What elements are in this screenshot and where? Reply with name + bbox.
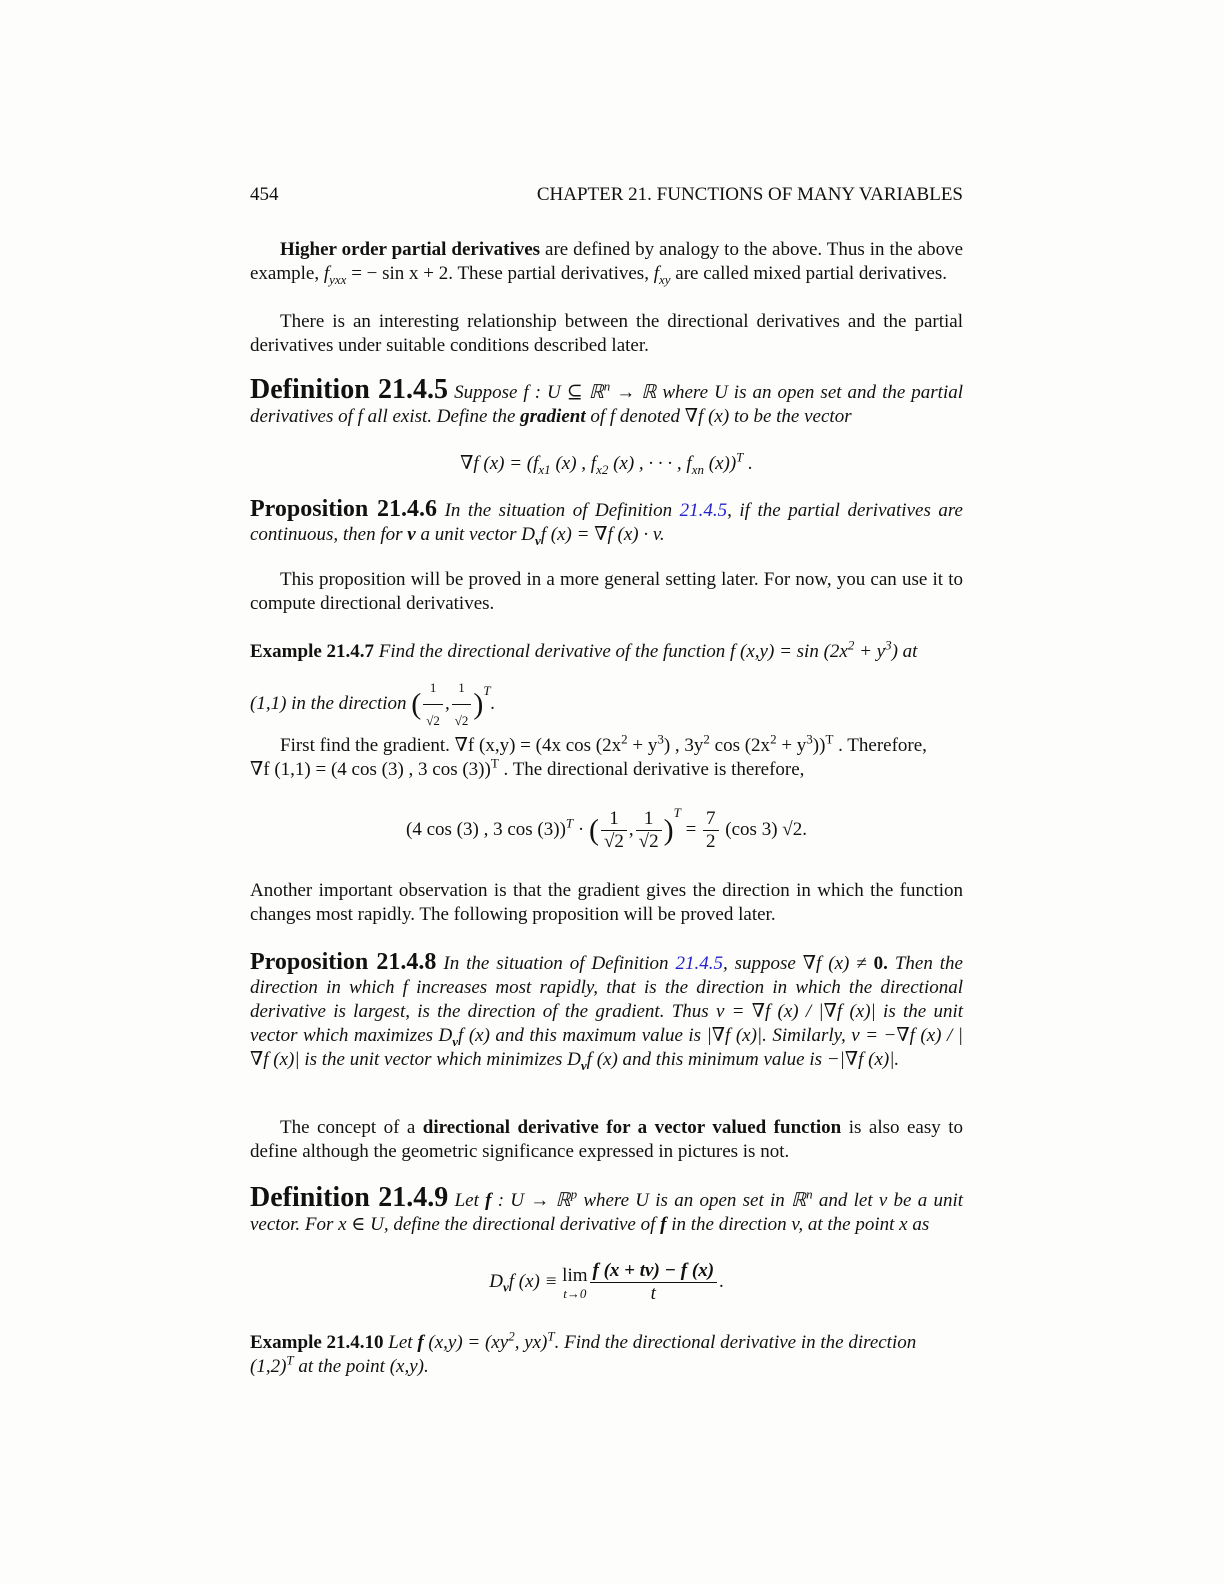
frac-num: 1	[423, 672, 443, 705]
text: and let v be a unit vector. For x ∈ U, define the directional derivative of	[250, 1190, 964, 1235]
math-f: f	[660, 1214, 667, 1235]
sup: n	[603, 378, 611, 394]
limit	[562, 1265, 587, 1301]
proposition-label: Proposition 21.4.8	[250, 949, 437, 975]
text: Let	[454, 1190, 486, 1211]
text: cos (2x	[709, 735, 771, 756]
text: f (x) = ∇f (x) · v.	[540, 524, 665, 545]
text: (x,y) = (xy	[423, 1332, 509, 1353]
paragraph-relationship: There is an interesting relationship between the directional derivatives and the partial derivatives under suitable conditions described later.	[250, 311, 963, 356]
frac-den: √2	[638, 831, 659, 852]
eq-part: (cos 3) √2.	[720, 818, 807, 840]
sup: 2	[847, 637, 855, 653]
text: + y	[776, 735, 807, 756]
sup: n	[806, 1186, 813, 1202]
text: . Therefore,	[833, 735, 927, 756]
text: ) , 3y	[663, 735, 704, 756]
lim-text: lim	[562, 1264, 588, 1286]
text: ) at	[891, 641, 918, 662]
math: f	[653, 263, 659, 284]
proposition-21-4-8	[250, 950, 963, 1072]
paragraph-vector-valued	[250, 1116, 963, 1164]
eq-part: .	[743, 453, 753, 474]
eq-part: ∇f (x) = (f	[460, 453, 539, 474]
definition-link[interactable]: 21.4.5	[675, 953, 723, 974]
eq-part: =	[680, 818, 702, 840]
text: of f denoted ∇f (x) to be the vector	[585, 406, 852, 427]
lim-sub: t→0	[563, 1285, 587, 1301]
text: . These partial derivatives,	[448, 263, 654, 284]
eq-part: D	[489, 1270, 503, 1292]
sup: 2	[703, 731, 710, 747]
definition-21-4-9	[250, 1182, 964, 1237]
sub: v	[580, 1057, 587, 1073]
eq-sub: x2	[596, 461, 609, 477]
text: , yx)	[514, 1332, 548, 1353]
frac-num: 1	[452, 672, 472, 705]
frac-num: f (x + tv) − f (x)	[590, 1260, 718, 1283]
chapter-title: CHAPTER 21. FUNCTIONS OF MANY VARIABLES	[536, 184, 963, 205]
math-sub: xy	[658, 271, 671, 287]
sub: v	[452, 1033, 459, 1049]
text: The concept of a	[280, 1117, 423, 1138]
bold-zero: 0.	[873, 953, 888, 974]
definition-21-4-5	[250, 374, 964, 429]
paragraph-higher-order	[250, 238, 963, 286]
frac-num: 1	[601, 808, 627, 831]
text: where U is an open set in ℝ	[577, 1190, 807, 1211]
math-f: f	[485, 1190, 492, 1211]
text: in the direction v, at the point x as	[666, 1214, 930, 1235]
sup: 3	[806, 731, 813, 747]
text: .	[490, 692, 496, 714]
definition-link[interactable]: 21.4.5	[679, 500, 728, 521]
sup: T	[825, 731, 834, 747]
sup: 3	[657, 731, 664, 747]
example-21-4-7	[250, 637, 963, 664]
text: First find the gradient. ∇f (x,y) = (4x cos (2x	[280, 735, 622, 756]
eq-part: (4 cos (3) , 3 cos (3))	[406, 818, 566, 840]
gradient-display-equation	[250, 449, 963, 477]
text: + y	[627, 735, 658, 756]
math: = − sin x + 2	[346, 263, 449, 284]
eq-sup: T	[565, 815, 574, 831]
directional-derivative-display: (4 cos (3) , 3 cos (3))$^T$ · ( $\frac{1}{√2}$ , $\frac{1}{√2}$ )$^T$ = $\frac{7}{2}$ (cos 3) √2.	[406, 804, 807, 852]
sup: T	[483, 682, 491, 698]
text: is also easy to define although the geometric significance expressed in pictures is not.	[250, 1117, 963, 1162]
example-21-4-10	[250, 1328, 963, 1379]
math-sub: yxx	[329, 271, 347, 287]
sup: T	[490, 755, 499, 771]
text: → ℝ where U is an open set and the partial derivatives of f all exist. Define the	[250, 382, 964, 427]
limit-display-equation	[250, 1260, 963, 1305]
sup: 2	[508, 1328, 515, 1344]
frac-num: 1	[636, 808, 662, 831]
text: , if the partial derivatives are continuous, then for	[250, 500, 963, 545]
text: f (x) and this minimum value is −|∇f (x)|.	[586, 1049, 900, 1070]
definition-label: Definition 21.4.9	[250, 1182, 449, 1213]
math: f	[323, 263, 330, 284]
text: In the situation of Definition	[443, 953, 676, 974]
text: at the point (x,y).	[293, 1356, 429, 1377]
eq-part: f (x) ≡	[508, 1270, 563, 1292]
frac-num: 7	[703, 808, 719, 831]
text: Let	[388, 1332, 418, 1353]
frac-den: 2	[706, 831, 716, 852]
running-head	[250, 184, 963, 206]
text: a unit vector D	[415, 524, 535, 545]
text: (1,1) in the direction	[250, 692, 412, 714]
fraction	[601, 808, 627, 853]
eq-sup: T	[736, 449, 744, 465]
example-label: Example 21.4.7	[250, 641, 375, 662]
eq-sub: x1	[538, 461, 551, 477]
definition-label: Definition 21.4.5	[250, 374, 449, 405]
sup: 3	[885, 637, 892, 653]
text: Suppose f : U ⊆ ℝ	[454, 382, 604, 403]
eq-part: .	[719, 1270, 724, 1292]
text: ∇f (1,1) = (4 cos (3) , 3 cos (3))	[250, 759, 491, 780]
page-number: 454	[250, 184, 279, 205]
text: : U → ℝ	[491, 1190, 571, 1211]
sup: 2	[621, 731, 628, 747]
proposition-21-4-6: Proposition 21.4.6 In the situation of Definition 21.4.5, if the partial derivatives are continuous, then for v a unit vector $D_vf$ (x) = ∇f (x) · v.	[250, 496, 963, 548]
paragraph-first-find-gradient	[250, 731, 963, 782]
bold-term: directional derivative for a vector valued function	[422, 1117, 842, 1138]
text: + y	[854, 641, 886, 662]
sup: T	[547, 1328, 555, 1344]
frac-den: t	[650, 1283, 656, 1304]
bold-term: gradient	[520, 406, 586, 427]
proposition-label: Proposition 21.4.6	[250, 496, 438, 522]
bold-term: Higher order partial derivatives	[280, 239, 541, 260]
text: Find the directional derivative of the function f (x,y) = sin (2x	[378, 641, 848, 662]
sup: T	[286, 1352, 294, 1368]
text: Then the direction in which f increases most rapidly, that is the direction in which the directional derivative is largest, is the direction of the gradient. Thus	[250, 953, 963, 1022]
text: . Find the directional derivative in the direction	[554, 1332, 917, 1353]
text: f (x) and this maximum value is |∇f (x)|. Similarly, v = −∇f (x) / |∇f (x)| is the unit vector which minimizes D	[250, 1025, 963, 1070]
frac-den: √2	[454, 713, 469, 728]
fraction	[703, 808, 719, 853]
text: ))	[812, 735, 826, 756]
example-21-4-7-line2: (1,1) in the direction ( $\frac{1}{√2}$ , $\frac{1}{√2}$ )$^T$.	[250, 672, 963, 737]
text: In the situation of Definition	[444, 500, 680, 521]
eq-sub: v	[502, 1279, 509, 1295]
paragraph-proved-later: This proposition will be proved in a more general setting later. For now, you can use it to compute directional derivatives.	[250, 569, 963, 614]
text: . The directional derivative is therefore,	[498, 759, 805, 780]
sup: 2	[770, 731, 777, 747]
math-v: v	[407, 524, 416, 545]
sup: p	[570, 1186, 578, 1202]
eq-part: (x) , · · · , f	[608, 453, 692, 474]
example-label: Example 21.4.10	[250, 1332, 384, 1353]
fraction	[590, 1260, 718, 1305]
eq-part: (x))	[704, 453, 737, 474]
text: are called mixed partial derivatives.	[670, 263, 947, 284]
eq-part: (x) , f	[550, 453, 597, 474]
fraction	[423, 672, 443, 737]
text: v = ∇f (x) / |∇f (x)| is the unit vector which maximizes D	[250, 1001, 964, 1046]
frac-den: √2	[603, 831, 624, 852]
math-f: f	[417, 1332, 424, 1353]
text: , suppose ∇f (x) ≠	[722, 953, 874, 974]
paragraph-observation: Another important observation is that the gradient gives the direction in which the function changes most rapidly. The following proposition will be proved later.	[250, 880, 963, 925]
eq-part: ·	[573, 818, 589, 840]
text: are defined by analogy to the above. Thus in the above example,	[250, 239, 964, 284]
fraction	[452, 672, 472, 737]
text: (1,2)	[250, 1356, 287, 1377]
eq-sup: T	[673, 804, 681, 820]
frac-den: √2	[426, 713, 440, 728]
eq-sub: xn	[691, 461, 704, 477]
fraction	[636, 808, 662, 853]
